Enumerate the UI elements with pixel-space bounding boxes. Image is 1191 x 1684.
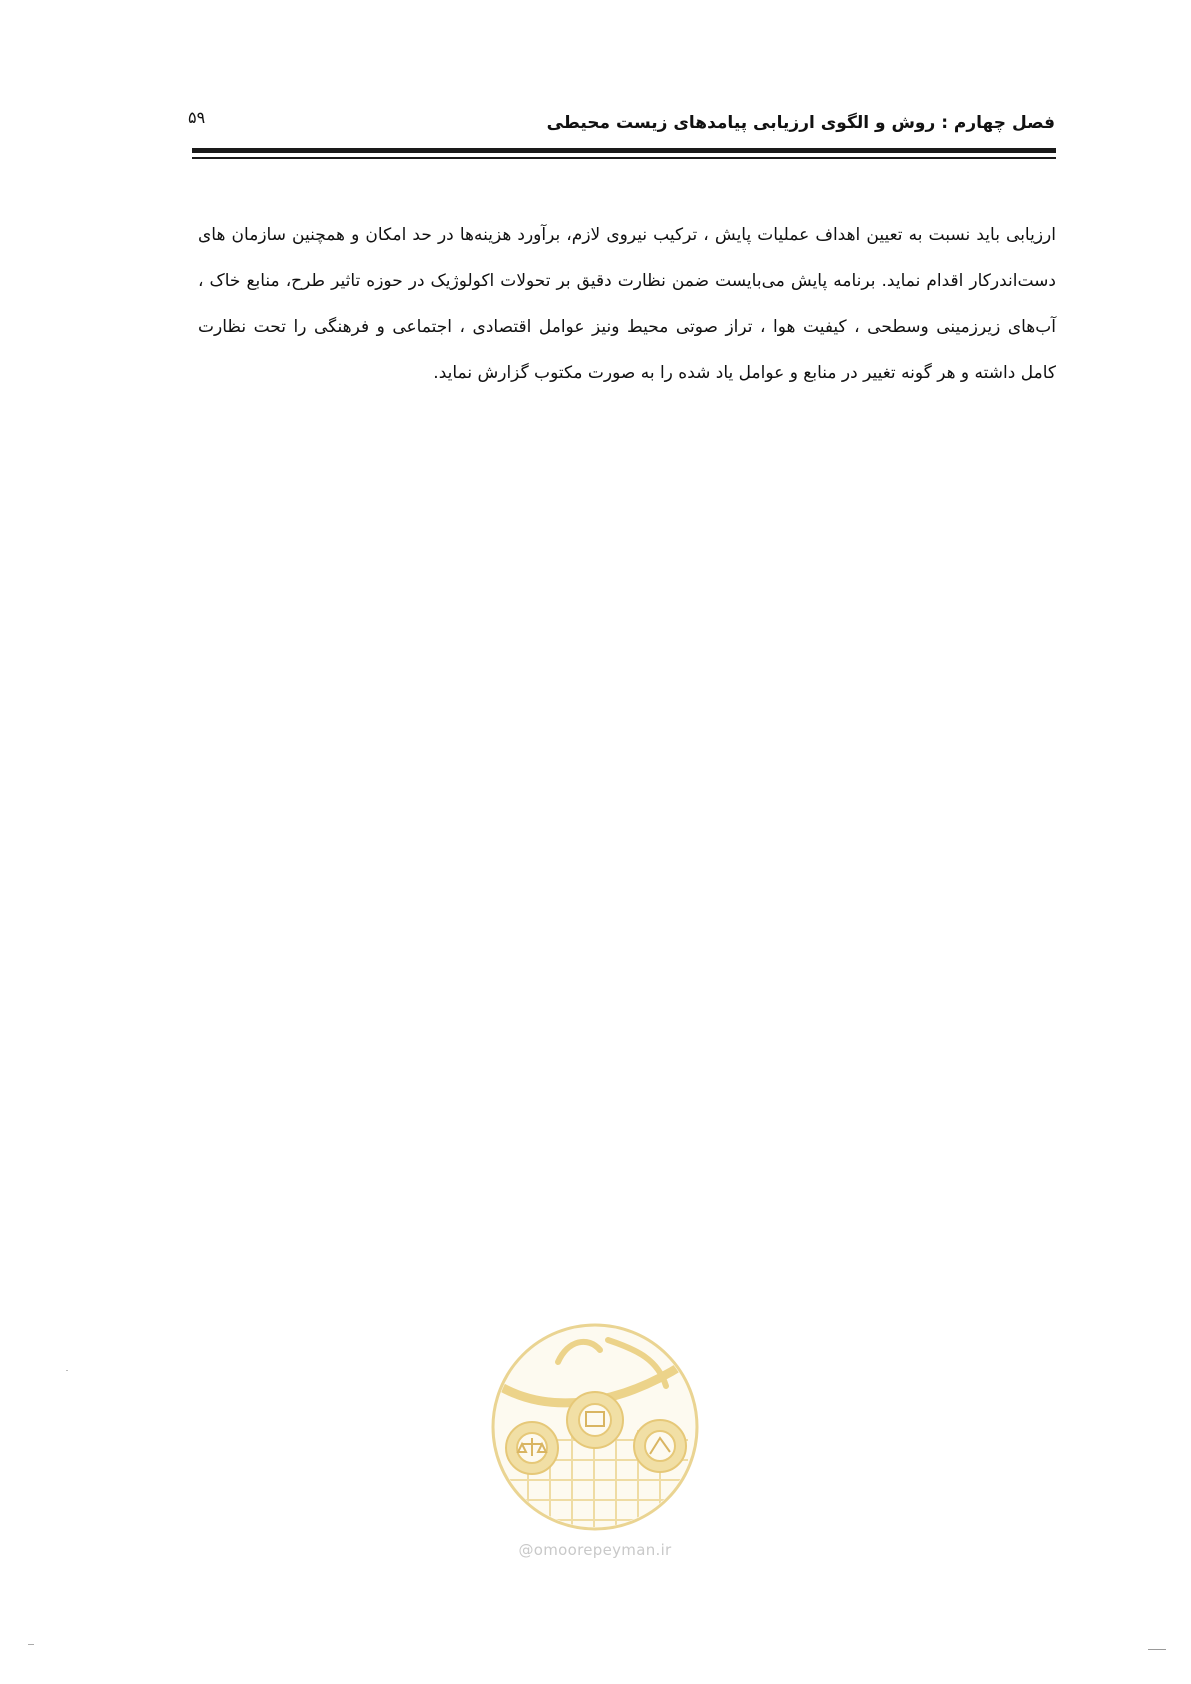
page-number: ۵۹ [188, 108, 206, 127]
header-rule-thin [192, 157, 1056, 159]
header-rule-thick [192, 148, 1056, 153]
scan-mark-right [1148, 1649, 1166, 1650]
watermark-url: @omoorepeyman.ir [518, 1541, 672, 1559]
chapter-title: فصل چهارم : روش و الگوی ارزیابی پیامدهای زیست محیطی [546, 113, 1055, 133]
scan-speck [66, 1370, 68, 1371]
watermark-logo [488, 1320, 702, 1534]
watermark-logo-graphic [488, 1320, 702, 1534]
body-paragraph: ارزیابی باید نسبت به تعیین اهداف عملیات پایش ، ترکیب نیروی لازم، برآورد هزینه‌ها در حد امکان و همچنین سازمان های دست‌اندرکار اقدام نماید. برنامه پایش می‌بایست ضمن نظارت دقیق بر تحولات اکولوژیک در حوزه تاثیر طرح، منابع خاک ، آب‌های زیرزمینی وسطحی ، کیفیت هوا ، تراز صوتی محیط ونیز عوامل اقتصادی ، اجتماعی و فرهنگی را تحت نظارت کامل داشته و هر گونه تغییر در منابع و عوامل یاد شده را به صورت مکتوب گزارش نماید. [198, 225, 1056, 383]
scan-mark-left [28, 1644, 34, 1645]
